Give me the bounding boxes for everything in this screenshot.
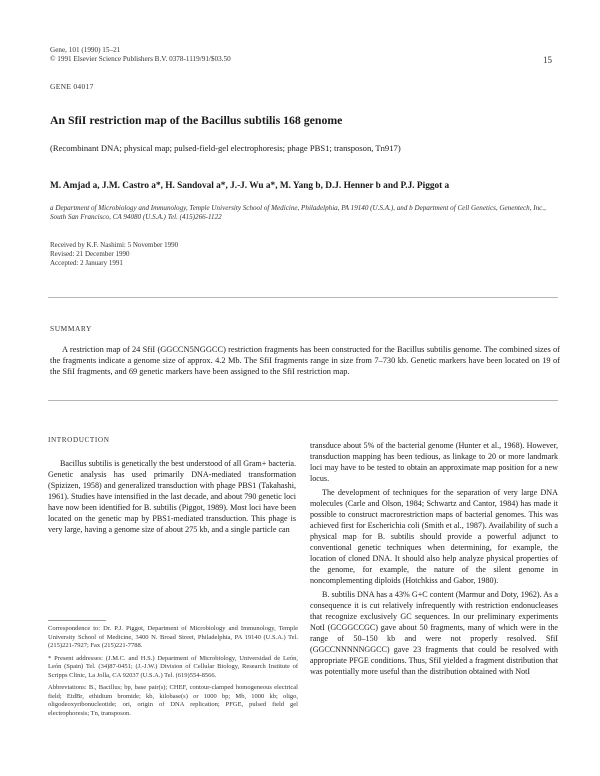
journal-citation: Gene, 101 (1990) 15–21 (50, 46, 121, 54)
received-date: Received by K.F. Nashimi: 5 November 1990 (50, 241, 179, 249)
summary-heading: SUMMARY (50, 324, 92, 333)
introduction-paragraph: transduce about 5% of the bacterial genome (Hunter et al., 1968). However, transduction mapping has been tedious, as linkage to 20 or more landmark loci may have to be tested to obtain an approximate map position for a new locus. (310, 441, 558, 483)
right-column (310, 440, 558, 680)
introduction-paragraph: The development of techniques for the separation of very large DNA molecules (Carle and Olson, 1984; Schwartz and Cantor, 1984) has made it possible to construct macrorestriction maps of bacterial genomes. This was achieved first for Escherichia coli (Smith et al., 1987). Availability of such a physical map for B. subtilis should provide a powerful adjunct to conventional genetic techniques when determining, for example, the location of cloned DNA. It should also help analyze physical properties of the genome, for example, the nature of the silent genome in noncomplementing diploids (Hotchkiss and Gabor, 1980). (310, 488, 558, 585)
present-address-note: * Present addresses: (J.M.C. and H.S.) Department of Microbiology, Universidad de León, León (Spain) Tel. (34)87-0451; (J.-J.W.) Division of Cellular Biology, Research Institute of Scripps Clinic, La Jolla, CA 92037 (U.S.A.) Tel. (619)554-8566. (48, 654, 298, 679)
summary-text: A restriction map of 24 SfiI (GGCCN5NGGCC) restriction fragments has been constructed for the Bacillus subtilis genome. The combined sizes of the fragments indicate a genome size of approx. 4.2 Mb. The SfiI fragments range in size from 7–730 kb. Genetic markers have been located on 19 of the SfiI fragments, and 69 genetic markers have been assigned to the SfiI restriction map. (50, 345, 560, 377)
footnote-divider (48, 620, 106, 621)
section-divider (48, 400, 558, 401)
article-keywords: (Recombinant DNA; physical map; pulsed-field-gel electrophoresis; phage PBS1; transposon, Tn917) (50, 143, 401, 153)
article-dates (50, 241, 178, 267)
publisher-line: © 1991 Elsevier Science Publishers B.V. 0378-1119/91/$03.50 (50, 55, 231, 63)
footnotes (48, 625, 298, 722)
revised-date: Revised: 21 December 1990 (50, 249, 130, 258)
introduction-heading: INTRODUCTION (48, 436, 110, 444)
gene-id: GENE 04017 (50, 82, 94, 91)
running-header (50, 46, 231, 64)
accepted-date: Accepted: 2 January 1991 (50, 258, 123, 267)
introduction-paragraph: Bacillus subtilis is genetically the best understood of all Gram+ bacteria. Genetic analysis has used primarily DNA-mediated transformation (Spizizen, 1958) and generalized transduction with phage PBS1 (Takahashi, 1961). Studies have intensified in the last decade, and about 790 genetic loci have now been identified for B. subtilis (Piggot, 1989). Most loci have been located on the genetic map by PBS1-mediated transduction. This phage is very large, having a genome size of about 275 kb, and a single particle can (48, 459, 296, 534)
page-number: 15 (543, 55, 552, 65)
introduction-paragraph: B. subtilis DNA has a 43% G+C content (Marmur and Doty, 1962). As a consequence it is cut relatively infrequently with restriction endonucleases that recognize exclusively GC sequences. In our preliminary experiments NotI (GCGGCCGC) gave about 50 fragments, many of which were in the range of 50–150 kb and were not properly resolved. SfiI (GGCCNNNNNGGCC) gave 23 fragments that could be resolved with appropriate PFGE conditions. Thus, SfiI yielded a fragment distribution that was potentially more useful than the distribution obtained with NotI (310, 590, 558, 676)
left-column (48, 436, 296, 538)
correspondence-note: Correspondence to: Dr. P.J. Piggot, Department of Microbiology and Immunology, Temple University School of Medicine, 3400 N. Broad Street, Philadelphia, PA 19140 (U.S.A.) Tel. (215)221-7927; Fax (215)221-7788. (48, 625, 298, 649)
affiliations: a Department of Microbiology and Immunology, Temple University School of Medicine, Philadelphia, PA 19140 (U.S.A.), and b Department of Cell Genetics, Genentech, Inc., South San Francisco, CA 94080 (U.S.A.) Tel. (415)266-1122 (50, 204, 546, 222)
article-title: An SfiI restriction map of the Bacillus subtilis 168 genome (50, 113, 343, 127)
section-divider (48, 297, 558, 298)
author-list: M. Amjad a, J.M. Castro a*, H. Sandoval a*, J.-J. Wu a*, M. Yang b, D.J. Henner b and P.J. Piggot a (50, 181, 450, 191)
abbreviations-note: Abbreviations: B., Bacillus; bp, base pair(s); CHEF, contour-clamped homogeneous electrical field; EtdBr, ethidium bromide; kb, kilobase(s) or 1000 bp; Mb, 1000 kb; oligo, oligodeoxyribonucleotide; ori, origin of DNA replication; PFGE, pulsed field gel electrophoresis; Tn, transposon. (48, 684, 298, 717)
